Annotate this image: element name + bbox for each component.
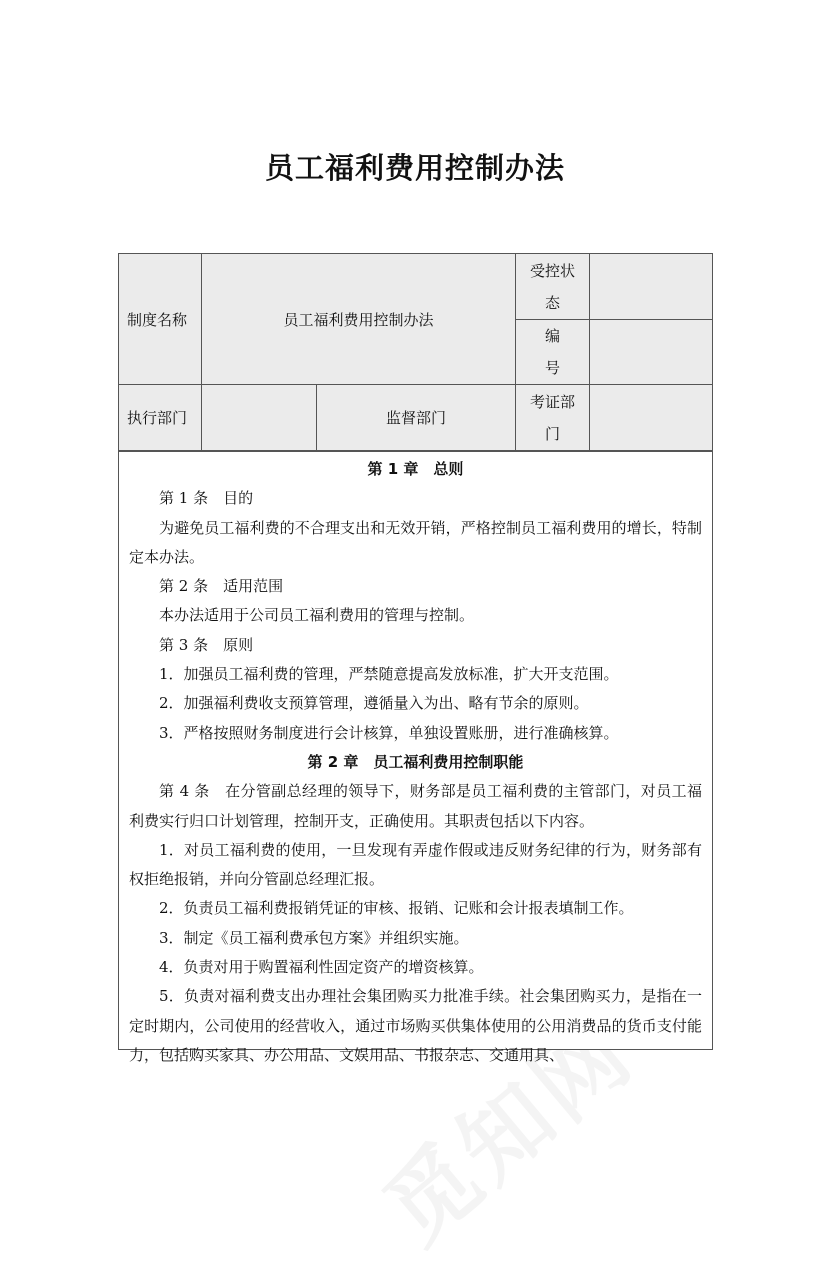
article-text: 第 4 条 在分管副总经理的领导下，财务部是员工福利费的主管部门，对员工福利费实行归口计划管理，控制开支，正确使用。其职责包括以下内容。 [129, 782, 702, 830]
list-item: 1．加强员工福利费的管理，严禁随意提高发放标准，扩大开支范围。 [159, 665, 619, 684]
number-label: 编号 [515, 319, 590, 385]
number-value [589, 319, 713, 385]
list-item: 2．负责员工福利费报销凭证的审核、报销、记账和会计报表填制工作。 [159, 899, 634, 918]
assess-dept-label: 考证部门 [515, 384, 590, 451]
control-status-label: 受控状态 [515, 253, 590, 320]
document-title: 员工福利费用控制办法 [264, 151, 565, 185]
chapter-heading: 第 1 章 总则 [367, 460, 464, 478]
assess-dept-value [589, 384, 713, 451]
name-value: 员工福利费用控制办法 [201, 253, 516, 385]
article-heading: 第 1 条 目的 [159, 489, 254, 508]
control-status-value [589, 253, 713, 320]
list-item: 5．负责对福利费支出办理社会集团购买力批准手续。社会集团购买力，是指在一定时期内，公司使用的经营收入，通过市场购买供集体使用的公用消费品的货币支付能力，包括购买家具、办公用品、文娱用品、书报杂志、交通用具、 [129, 987, 702, 1064]
list-item: 3．制定《员工福利费承包方案》并组织实施。 [159, 928, 469, 947]
name-label: 制度名称 [118, 253, 202, 385]
list-item: 4．负责对用于购置福利性固定资产的增资核算。 [159, 958, 484, 977]
regulation-body [118, 451, 713, 1064]
exec-dept-value [201, 384, 317, 451]
article-heading: 第 3 条 原则 [159, 635, 254, 654]
list-item: 2．加强福利费收支预算管理，遵循量入为出、略有节余的原则。 [159, 694, 589, 713]
article-text: 为避免员工福利费的不合理支出和无效开销，严格控制员工福利费用的增长，特制定本办法。 [129, 518, 702, 566]
list-item: 1．对员工福利费的使用，一旦发现有弄虚作假或违反财务纪律的行为，财务部有权拒绝报销，并向分管副总经理汇报。 [129, 840, 702, 889]
list-item: 3．严格按照财务制度进行会计核算，单独设置账册，进行准确核算。 [159, 723, 619, 742]
article-text: 本办法适用于公司员工福利费用的管理与控制。 [159, 606, 475, 625]
supervise-dept-label: 监督部门 [316, 384, 516, 451]
exec-dept-label: 执行部门 [118, 384, 202, 451]
chapter-heading: 第 2 章 员工福利费用控制职能 [307, 752, 524, 771]
article-heading: 第 2 条 适用范围 [159, 577, 284, 596]
